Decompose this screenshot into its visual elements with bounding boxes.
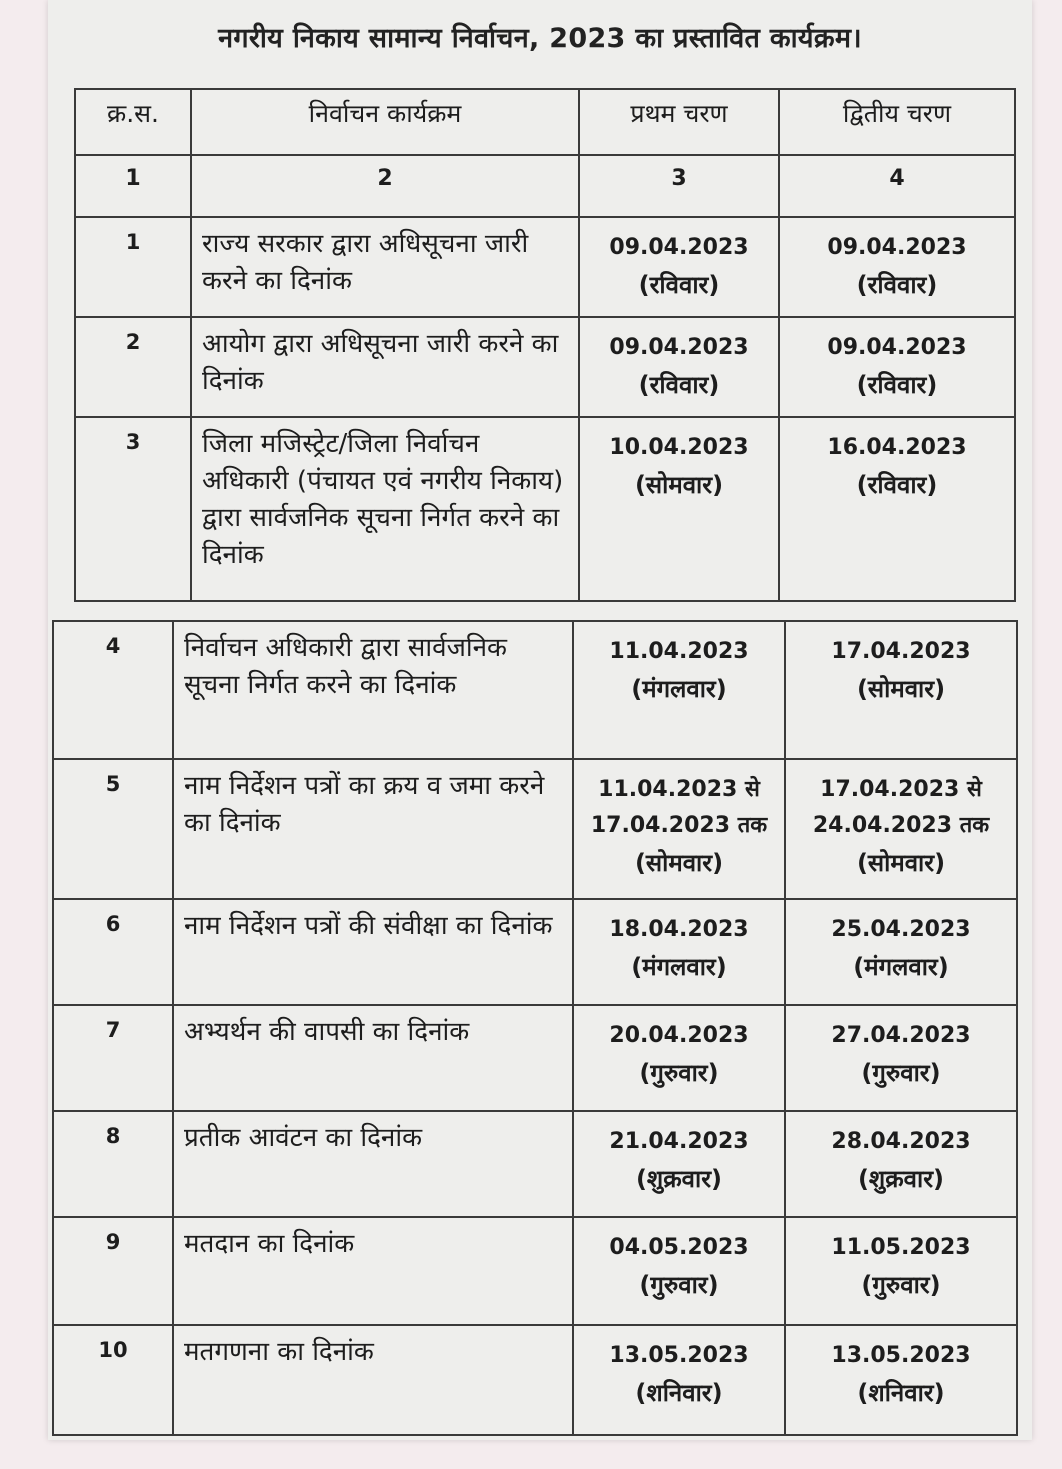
phase1-cell — [573, 1005, 785, 1111]
row-description: आयोग द्वारा अधिसूचना जारी करने का दिनांक — [191, 317, 579, 417]
phase1-date: 09.04.2023 — [609, 235, 749, 260]
phase1-cell — [579, 317, 779, 417]
phase1-date: 11.04.2023 — [609, 639, 749, 664]
phase2-cell — [785, 1005, 1017, 1111]
column-number: 2 — [191, 155, 579, 217]
phase1-day: (शुक्रवार) — [635, 1165, 723, 1193]
phase1-date: 09.04.2023 — [609, 335, 749, 360]
row-serial: 10 — [53, 1325, 173, 1435]
table-row — [53, 1005, 1017, 1111]
phase2-day: (गुरुवार) — [861, 1271, 941, 1299]
document-title: नगरीय निकाय सामान्य निर्वाचन, 2023 का प्रस्तावित कार्यक्रम। — [218, 23, 862, 54]
phase2-date: 17.04.2023 से 24.04.2023 तक — [812, 777, 990, 838]
row-serial: 3 — [75, 417, 191, 601]
phase2-day: (रविवार) — [856, 371, 938, 399]
schedule-table-bottom — [52, 620, 1018, 1436]
phase2-day: (शनिवार) — [857, 1379, 945, 1407]
phase2-date: 11.05.2023 — [831, 1235, 971, 1260]
header-row — [75, 89, 1015, 155]
phase1-cell — [573, 1217, 785, 1325]
phase1-date: 04.05.2023 — [609, 1235, 749, 1260]
phase1-date: 11.04.2023 से 17.04.2023 तक — [590, 777, 768, 838]
row-description: जिला मजिस्ट्रेट/जिला निर्वाचन अधिकारी (पंचायत एवं नगरीय निकाय) द्वारा सार्वजनिक सूचना निर्गत करने का दिनांक — [191, 417, 579, 601]
phase2-day: (मंगलवार) — [853, 953, 949, 981]
column-number: 4 — [779, 155, 1015, 217]
phase1-day: (सोमवार) — [634, 849, 724, 877]
phase2-date: 09.04.2023 — [827, 235, 967, 260]
phase2-day: (शुक्रवार) — [857, 1165, 945, 1193]
phase2-cell — [779, 417, 1015, 601]
row-serial: 4 — [53, 621, 173, 759]
row-serial: 6 — [53, 899, 173, 1005]
row-description: अभ्यर्थन की वापसी का दिनांक — [173, 1005, 573, 1111]
phase1-cell — [579, 417, 779, 601]
phase1-day: (गुरुवार) — [639, 1271, 719, 1299]
header-serial: क्र.स. — [75, 89, 191, 155]
phase2-date: 09.04.2023 — [827, 335, 967, 360]
header-program: निर्वाचन कार्यक्रम — [191, 89, 579, 155]
phase2-day: (रविवार) — [856, 471, 938, 499]
phase1-date: 18.04.2023 — [609, 917, 749, 942]
phase2-date: 28.04.2023 — [831, 1129, 971, 1154]
phase1-day: (गुरुवार) — [639, 1059, 719, 1087]
phase1-date: 21.04.2023 — [609, 1129, 749, 1154]
phase2-cell — [779, 217, 1015, 317]
row-description: नाम निर्देशन पत्रों का क्रय व जमा करने का दिनांक — [173, 759, 573, 899]
phase2-day: (सोमवार) — [856, 675, 946, 703]
phase2-cell — [785, 759, 1017, 899]
phase2-day: (रविवार) — [856, 271, 938, 299]
row-description: प्रतीक आवंटन का दिनांक — [173, 1111, 573, 1217]
document-page — [48, 0, 1032, 1440]
phase2-cell — [785, 1217, 1017, 1325]
phase2-date: 16.04.2023 — [827, 435, 967, 460]
table-row — [75, 417, 1015, 601]
phase1-day: (मंगलवार) — [631, 953, 727, 981]
phase1-cell — [573, 621, 785, 759]
header-phase1: प्रथम चरण — [579, 89, 779, 155]
schedule-table-top — [74, 88, 1016, 602]
table-row — [53, 759, 1017, 899]
table-row — [53, 899, 1017, 1005]
phase1-cell — [573, 759, 785, 899]
phase2-cell — [785, 621, 1017, 759]
phase1-day: (रविवार) — [638, 371, 720, 399]
phase2-date: 13.05.2023 — [831, 1343, 971, 1368]
phase1-cell — [573, 1325, 785, 1435]
phase2-day: (सोमवार) — [856, 849, 946, 877]
phase2-date: 17.04.2023 — [831, 639, 971, 664]
table-row — [53, 1111, 1017, 1217]
phase1-day: (मंगलवार) — [631, 675, 727, 703]
column-number: 1 — [75, 155, 191, 217]
column-number-row — [75, 155, 1015, 217]
header-phase2: द्वितीय चरण — [779, 89, 1015, 155]
phase2-date: 27.04.2023 — [831, 1023, 971, 1048]
phase1-day: (शनिवार) — [635, 1379, 723, 1407]
table-row — [75, 317, 1015, 417]
row-serial: 5 — [53, 759, 173, 899]
phase1-cell — [573, 1111, 785, 1217]
phase1-cell — [573, 899, 785, 1005]
column-number: 3 — [579, 155, 779, 217]
phase1-date: 20.04.2023 — [609, 1023, 749, 1048]
table-row — [53, 1217, 1017, 1325]
phase1-cell — [579, 217, 779, 317]
table-row — [53, 621, 1017, 759]
row-description: नाम निर्देशन पत्रों की संवीक्षा का दिनांक — [173, 899, 573, 1005]
phase2-cell — [779, 317, 1015, 417]
phase1-day: (रविवार) — [638, 271, 720, 299]
phase2-date: 25.04.2023 — [831, 917, 971, 942]
phase2-cell — [785, 1111, 1017, 1217]
phase1-date: 13.05.2023 — [609, 1343, 749, 1368]
row-description: निर्वाचन अधिकारी द्वारा सार्वजनिक सूचना निर्गत करने का दिनांक — [173, 621, 573, 759]
phase2-cell — [785, 1325, 1017, 1435]
row-serial: 1 — [75, 217, 191, 317]
table-row — [75, 217, 1015, 317]
phase2-day: (गुरुवार) — [861, 1059, 941, 1087]
row-description: मतदान का दिनांक — [173, 1217, 573, 1325]
row-description: मतगणना का दिनांक — [173, 1325, 573, 1435]
phase1-day: (सोमवार) — [634, 471, 724, 499]
table-row — [53, 1325, 1017, 1435]
row-serial: 8 — [53, 1111, 173, 1217]
row-serial: 2 — [75, 317, 191, 417]
row-description: राज्य सरकार द्वारा अधिसूचना जारी करने का दिनांक — [191, 217, 579, 317]
phase1-date: 10.04.2023 — [609, 435, 749, 460]
row-serial: 7 — [53, 1005, 173, 1111]
phase2-cell — [785, 899, 1017, 1005]
row-serial: 9 — [53, 1217, 173, 1325]
